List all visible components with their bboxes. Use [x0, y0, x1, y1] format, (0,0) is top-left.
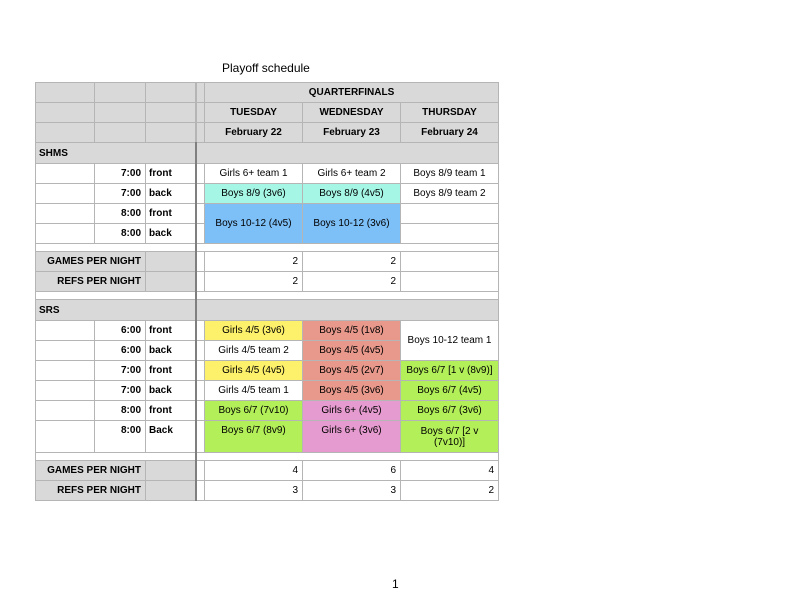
time-cell: 6:00	[94, 340, 146, 361]
refs-value: 3	[204, 480, 303, 501]
time-cell: 8:00	[94, 420, 146, 453]
time-cell: 6:00	[94, 320, 146, 341]
refs-value: 3	[302, 480, 401, 501]
blank-cell	[35, 420, 95, 453]
game-cell: Boys 4/5 (2v7)	[302, 360, 401, 381]
header-blank	[35, 82, 95, 103]
game-cell: Boys 10-12 (3v6)	[302, 203, 401, 244]
game-cell: Boys 8/9 team 2	[400, 183, 499, 204]
blank-cell	[35, 163, 95, 184]
game-cell: Boys 6/7 [1 v (8v9)]	[400, 360, 499, 381]
games-value	[400, 251, 499, 272]
time-cell: 7:00	[94, 380, 146, 401]
game-cell: Boys 4/5 (4v5)	[302, 340, 401, 361]
time-cell: 8:00	[94, 400, 146, 421]
games-value: 2	[204, 251, 303, 272]
refs-value: 2	[400, 480, 499, 501]
game-cell: Boys 6/7 (4v5)	[400, 380, 499, 401]
game-cell: Boys 8/9 (4v5)	[302, 183, 401, 204]
page-title: Playoff schedule	[222, 61, 310, 75]
game-cell: Boys 10-12 team 1	[400, 320, 499, 361]
day-header: THURSDAY	[400, 102, 499, 123]
blank-cell	[35, 223, 95, 244]
game-cell: Girls 4/5 team 2	[204, 340, 303, 361]
header-blank	[145, 102, 196, 123]
header-blank	[35, 102, 95, 123]
game-cell: Girls 6+ (3v6)	[302, 420, 401, 453]
refs-per-night-label: REFS PER NIGHT	[35, 271, 146, 292]
section-band	[196, 142, 499, 164]
time-cell: 7:00	[94, 163, 146, 184]
section-band	[196, 299, 499, 321]
games-per-night-label: GAMES PER NIGHT	[35, 460, 146, 481]
game-cell: Girls 4/5 team 1	[204, 380, 303, 401]
field-cell: back	[145, 340, 196, 361]
blank-cell	[145, 251, 196, 272]
field-cell: front	[145, 360, 196, 381]
time-cell: 8:00	[94, 203, 146, 224]
game-cell: Boys 6/7 [2 v (7v10)]	[400, 420, 499, 453]
field-cell: front	[145, 400, 196, 421]
game-cell: Girls 6+ team 1	[204, 163, 303, 184]
game-cell: Boys 6/7 (7v10)	[204, 400, 303, 421]
refs-value: 2	[302, 271, 401, 292]
blank-cell	[35, 203, 95, 224]
time-cell: 8:00	[94, 223, 146, 244]
field-cell: front	[145, 320, 196, 341]
game-cell: Girls 6+ (4v5)	[302, 400, 401, 421]
header-blank	[145, 122, 196, 143]
games-value: 6	[302, 460, 401, 481]
blank-cell	[400, 203, 499, 224]
date-header: February 22	[204, 122, 303, 143]
header-blank	[94, 82, 146, 103]
section-label-srs: SRS	[35, 299, 196, 321]
field-cell: Back	[145, 420, 196, 453]
game-cell: Boys 4/5 (1v8)	[302, 320, 401, 341]
blank-cell	[35, 183, 95, 204]
game-cell: Boys 6/7 (8v9)	[204, 420, 303, 453]
game-cell: Boys 6/7 (3v6)	[400, 400, 499, 421]
game-cell: Girls 4/5 (4v5)	[204, 360, 303, 381]
game-cell: Boys 8/9 team 1	[400, 163, 499, 184]
games-value: 2	[302, 251, 401, 272]
blank-cell	[35, 400, 95, 421]
game-cell: Boys 8/9 (3v6)	[204, 183, 303, 204]
header-blank	[94, 122, 146, 143]
game-cell: Boys 4/5 (3v6)	[302, 380, 401, 401]
blank-cell	[400, 223, 499, 244]
header-blank	[145, 82, 196, 103]
page-number: 1	[392, 577, 399, 591]
time-cell: 7:00	[94, 360, 146, 381]
date-header: February 24	[400, 122, 499, 143]
field-cell: back	[145, 183, 196, 204]
game-cell: Boys 10-12 (4v5)	[204, 203, 303, 244]
games-value: 4	[400, 460, 499, 481]
blank-cell	[35, 380, 95, 401]
blank-cell	[35, 360, 95, 381]
field-cell: front	[145, 163, 196, 184]
game-cell: Girls 4/5 (3v6)	[204, 320, 303, 341]
game-cell: Girls 6+ team 2	[302, 163, 401, 184]
day-header: WEDNESDAY	[302, 102, 401, 123]
section-label-shms: SHMS	[35, 142, 196, 164]
header-blank	[94, 102, 146, 123]
blank-cell	[145, 460, 196, 481]
blank-cell	[35, 340, 95, 361]
freeze-divider	[195, 142, 197, 501]
time-cell: 7:00	[94, 183, 146, 204]
day-header: TUESDAY	[204, 102, 303, 123]
refs-per-night-label: REFS PER NIGHT	[35, 480, 146, 501]
blank-cell	[35, 320, 95, 341]
field-cell: back	[145, 380, 196, 401]
header-blank	[35, 122, 95, 143]
blank-cell	[145, 480, 196, 501]
field-cell: back	[145, 223, 196, 244]
games-per-night-label: GAMES PER NIGHT	[35, 251, 146, 272]
date-header: February 23	[302, 122, 401, 143]
blank-cell	[145, 271, 196, 292]
games-value: 4	[204, 460, 303, 481]
round-header: QUARTERFINALS	[204, 82, 499, 103]
field-cell: front	[145, 203, 196, 224]
refs-value: 2	[204, 271, 303, 292]
refs-value	[400, 271, 499, 292]
